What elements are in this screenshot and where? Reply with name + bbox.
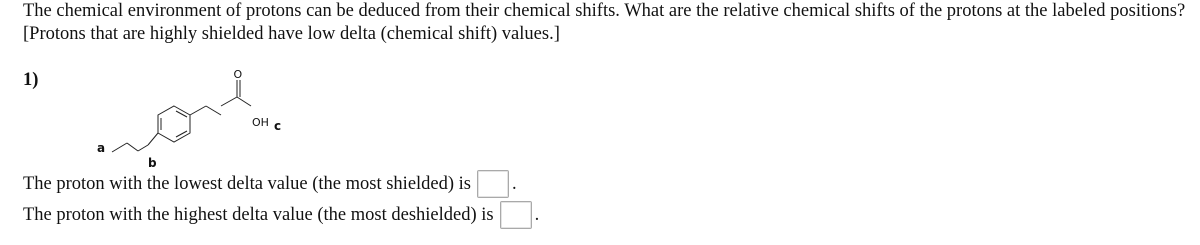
question-text: The chemical environment of protons can be deduced from their chemical shifts. What are the relative chemical shifts of the protons at the labeled positions? [Protons that are highly shielded have low delta (chemical shift) values.]: [23, 1, 1186, 44]
hydroxyl-label: OH: [252, 116, 269, 129]
carbonyl-oxygen-label: O: [233, 68, 243, 81]
answer-highest-row: [23, 201, 539, 229]
answer-lowest-input[interactable]: [477, 170, 509, 198]
position-label-a: a: [97, 141, 106, 155]
problem-number: 1): [23, 70, 39, 90]
position-label-c: c: [274, 119, 282, 133]
position-label-b: b: [148, 156, 157, 170]
answer-lowest-prompt: The proton with the lowest delta value (the most shielded) is: [23, 174, 472, 194]
answer-highest-input[interactable]: [500, 201, 532, 229]
position-labels: [90, 66, 230, 170]
answer-lowest-row: [23, 170, 517, 198]
bond-carbonyl-oh: [237, 97, 251, 106]
answer-lowest-period: .: [512, 174, 517, 194]
answer-highest-prompt: The proton with the highest delta value (the most deshielded) is: [23, 205, 494, 225]
answer-highest-period: .: [534, 205, 540, 225]
